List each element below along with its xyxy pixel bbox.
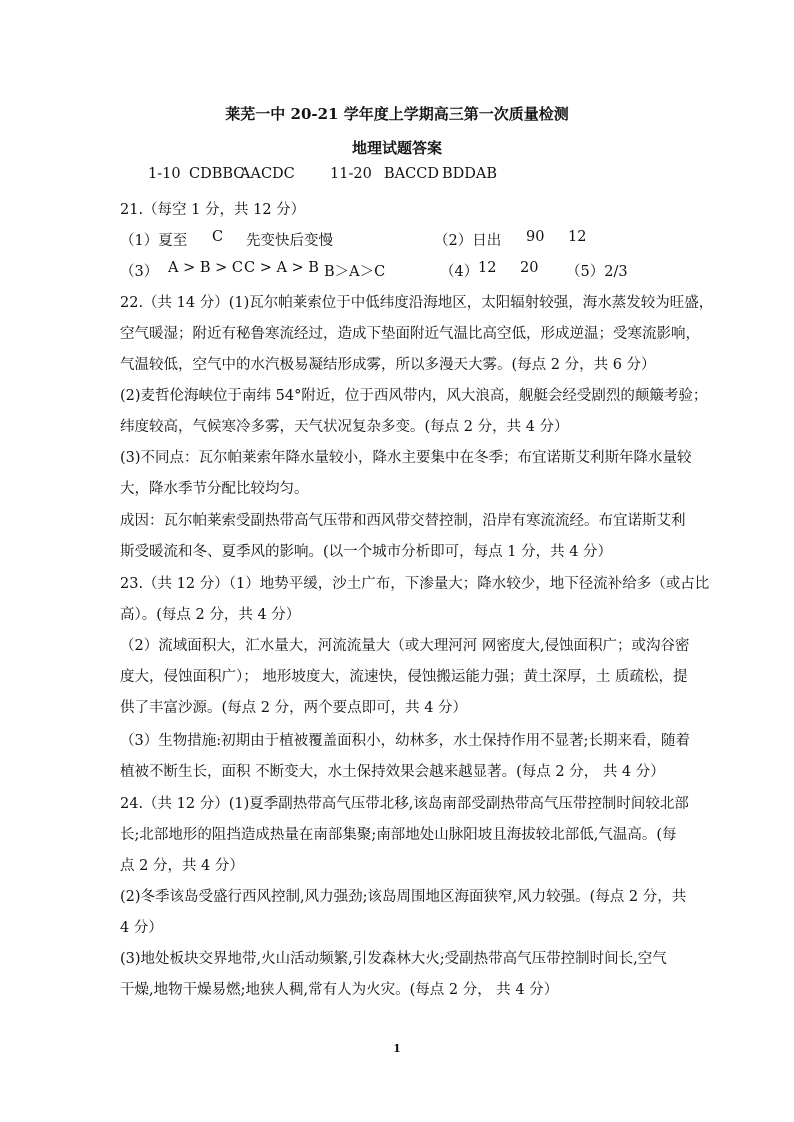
q24-line: 24.（共 12 分）(1)夏季副热带高气压带北移,该岛南部受副热带高气压带控制时间较北部 [120,796,689,812]
mc-answers-2a: BACCD [384,166,439,182]
q22-line: 斯受暖流和冬、夏季风的影响。(以一个城市分析即可，每点 1 分，共 4 分） [120,544,613,560]
q21-answer: （1）夏至 [120,233,188,249]
q24-line: (2)冬季该岛受盛行西风控制,风力强劲;该岛周围地区海面狭窄,风力较强。(每点 2 分，共 [120,889,687,905]
mc-answers-1a: CDBBC [189,166,245,182]
q23-line: 度大，侵蚀面积广）； 地形坡度大，流速快，侵蚀搬运能力强；黄土深厚，土 质疏松，提 [120,669,688,685]
q23-line: 23.（共 12 分）（1）地势平缓，沙土广布，下渗量大；降水较少，地下径流补给多（或占比 [120,576,710,592]
q21-answer: 12 [568,229,587,245]
q21-answer: A > B > C [168,260,243,276]
mc-answers-2b: BDDAB [442,166,498,182]
q21-answer: 20 [520,260,539,276]
q23-line: 高）。(每点 2 分，共 4 分） [120,607,301,623]
mc-range-2: 11-20 [330,166,372,182]
q23-line: 供了丰富沙源。(每点 2 分，两个要点即可，共 4 分） [120,700,468,716]
document-title: 莱芜一中 20-21 学年度上学期高三第一次质量检测 [225,105,569,123]
q21-answer: （2）日出 [434,233,502,249]
q24-line: (3)地处板块交界地带,火山活动频繁,引发森林大火;受副热带高气压带控制时间长,空气 [120,951,667,967]
q22-line: 气温较低，空气中的水汽极易凝结形成雾，所以多漫天大雾。(每点 2 分，共 6 分） [120,357,656,373]
q22-line: (2)麦哲伦海峡位于南纬 54°附近，位于西风带内，风大浪高，舰艇会经受剧烈的颠簸考验； [120,388,708,404]
q21-answer: 先变快后变慢 [246,233,333,249]
q23-line: （2）流域面积大，汇水量大，河流流量大（或大理河河 网密度大,侵蚀面积广；或沟谷密 [120,638,690,654]
q23-line: （3）生物措施:初期由于植被覆盖面积小，幼林多，水土保持作用不显著;长期来看，随着 [120,733,690,749]
q22-line: 空气暖湿；附近有秘鲁寒流经过，造成下垫面附近气温比高空低，形成逆温；受寒流影响， [120,326,700,342]
q24-line: 点 2 分，共 4 分） [120,858,244,874]
q22-line: (3)不同点：瓦尔帕莱索年降水量较小，降水主要集中在冬季；布宜诺斯艾利斯年降水量较 [120,450,692,466]
q21-header: 21.（每空 1 分，共 12 分） [120,202,306,218]
q24-line: 4 分） [120,920,163,936]
mc-range-1: 1-10 [148,166,181,182]
q21-answer: C > A > B [244,260,319,276]
q21-answer: （4） [440,264,479,280]
document-subtitle: 地理试题答案 [351,139,442,157]
page-number: 1 [393,1042,401,1055]
q22-line: 纬度较高，气候寒冷多雾，天气状况复杂多变。(每点 2 分，共 4 分） [120,419,569,435]
q21-answer: （3） [120,264,159,280]
q21-answer: C [212,229,224,245]
q21-answer: 90 [526,229,545,245]
q21-answer: （5）2/3 [566,264,628,280]
q21-answer: 12 [478,260,497,276]
q22-line: 成因：瓦尔帕莱索受副热带高气压带和西风带交替控制，沿岸有寒流流经。布宜诺斯艾利 [120,513,686,529]
q22-line: 大，降水季节分配比较均匀。 [120,481,309,497]
q22-line: 22.（共 14 分）(1)瓦尔帕莱索位于中低纬度沿海地区，太阳辐射较强，海水蒸发较为旺盛， [120,295,714,311]
mc-answers-1b: AACDC [240,166,295,182]
q24-line: 长;北部地形的阻挡造成热量在南部集聚;南部地处山脉阳坡且海拔较北部低,气温高。(每 [120,827,677,843]
q21-answer: B＞A＞C [324,264,386,280]
q23-line: 植被不断生长，面积 不断变大，水土保持效果会越来越显著。(每点 2 分， 共 4 分） [120,764,665,780]
q24-line: 干燥,地物干燥易燃;地狭人稠,常有人为火灾。(每点 2 分， 共 4 分） [120,982,559,998]
